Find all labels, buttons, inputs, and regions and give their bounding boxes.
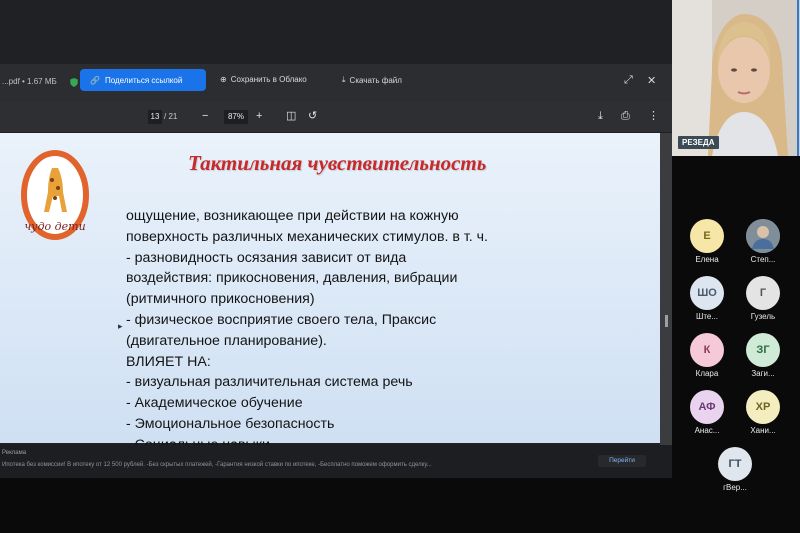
participant-name: Ште... (695, 312, 719, 321)
participant-tile[interactable] (682, 276, 732, 321)
slide-line: - Эмоциональное безопасность (126, 415, 335, 432)
pdf-toolbar (0, 102, 672, 132)
ad-go-button[interactable]: Перейти (598, 455, 646, 467)
avatar: ШО (690, 276, 724, 310)
file-name: ...pdf • 1.67 МБ (2, 77, 57, 86)
fit-page-icon[interactable]: ◫ (286, 110, 297, 122)
avatar: ЗГ (746, 333, 780, 367)
ad-label: Реклама (2, 450, 27, 456)
participant-name: Анас... (694, 426, 720, 435)
participant-tile[interactable] (738, 276, 788, 321)
participant-name: гВер... (723, 483, 747, 492)
participant-tile[interactable] (682, 390, 732, 435)
speaker-name: РЕЗЕДА (678, 136, 719, 149)
participant-name: Гузель (750, 312, 776, 321)
slide-line: - физическое восприятие своего тела, Праксис (126, 311, 437, 328)
participant-name: Степ... (750, 255, 776, 264)
slide-line: (ритмичного прикосновения) (126, 291, 315, 308)
link-icon: 🔗 (90, 75, 100, 85)
page-total: / 21 (164, 112, 178, 121)
slide-line: ВЛИЯЕТ НА: (126, 353, 211, 370)
ad-text: Ипотека без комиссии! В ипотеку от 12 500 рублей. -Без скрытых платежей, -Гарантия низкой ставки по ипотеке, -Бесплатно поможем оформить сделку... (2, 462, 432, 468)
participant-name: Клара (695, 369, 719, 378)
save-to-cloud-label: Сохранить в Облако (230, 75, 307, 84)
slide-line: (двигательное планирование). (126, 332, 327, 349)
slide-line: поверхность различных механических стимулов. в т. ч. (126, 228, 488, 245)
participant-tile[interactable] (710, 447, 760, 492)
avatar (746, 219, 780, 253)
cloud-add-icon: ⊕ (220, 75, 227, 84)
more-options-icon[interactable]: ⋮ (648, 110, 659, 122)
share-link-label: Поделиться ссылкой (104, 75, 183, 85)
logo (22, 150, 88, 254)
presentation-slide (0, 133, 660, 443)
download-label: Скачать файл (349, 75, 402, 85)
participant-tile[interactable] (738, 333, 788, 378)
avatar: Е (690, 219, 724, 253)
save-to-cloud-button[interactable] (220, 75, 307, 84)
slide-line: воздействия: прикосновения, давления, вибрации (126, 270, 458, 287)
participant-name: Елена (695, 255, 719, 264)
participant-tile[interactable] (682, 219, 732, 264)
slide-body (126, 206, 646, 456)
slide-line: - визуальная различительная система речь (126, 374, 413, 391)
pdf-download-icon[interactable]: ⤓ (598, 110, 603, 122)
download-icon: ⤓ (342, 75, 346, 84)
zoom-out-icon[interactable]: − (202, 110, 209, 122)
download-button[interactable] (342, 75, 402, 85)
avatar: ГТ (718, 447, 752, 481)
fullscreen-icon[interactable]: ⤢ (624, 74, 633, 86)
participant-name: Хани... (750, 426, 776, 435)
active-speaker-border (672, 0, 799, 156)
participant-photo (746, 219, 780, 253)
rotate-icon[interactable]: ↺ (308, 110, 318, 122)
print-icon[interactable]: ⎙ (621, 110, 630, 122)
participant-name: Заги... (751, 369, 775, 378)
participant-tile[interactable] (738, 390, 788, 435)
avatar: АФ (690, 390, 724, 424)
avatar: Г (746, 276, 780, 310)
zoom-in-icon[interactable]: + (256, 110, 263, 122)
participant-tile[interactable] (738, 219, 788, 264)
slide-line: - разновидность осязания зависит от вида (126, 249, 407, 266)
slide-title: Тактильная чувствительность (188, 151, 487, 175)
share-link-button[interactable] (80, 69, 206, 91)
participant-tile[interactable] (682, 333, 732, 378)
avatar: К (690, 333, 724, 367)
logo-text: чудо дети (24, 220, 86, 233)
scroll-grip[interactable] (665, 315, 668, 327)
slide-line: - Академическое обучение (126, 395, 303, 412)
slide-line: ощущение, возникающее при действии на кожную (126, 208, 459, 224)
close-icon[interactable]: ✕ (647, 75, 657, 87)
mouse-cursor-icon: ▸ (118, 321, 123, 331)
page-number-input[interactable]: 13 (148, 110, 162, 124)
vertical-scrollbar[interactable] (660, 133, 672, 445)
avatar: ХР (746, 390, 780, 424)
zoom-level-input[interactable]: 87% (224, 110, 248, 124)
shield-icon (70, 78, 78, 87)
